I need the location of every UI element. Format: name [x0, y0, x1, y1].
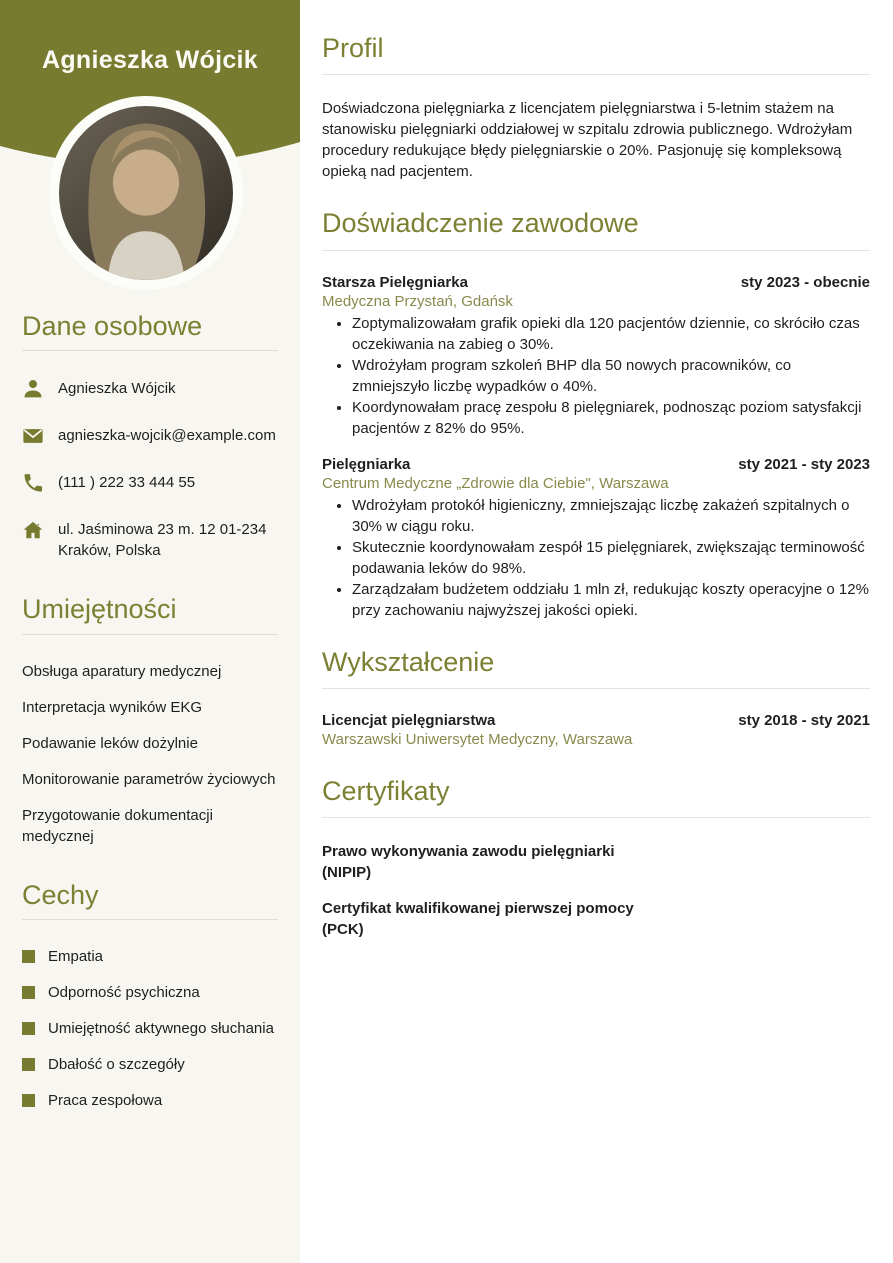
divider	[322, 250, 870, 251]
contact-phone-text: (111 ) 222 33 444 55	[58, 474, 196, 492]
envelope-icon	[22, 425, 44, 447]
profile-section	[322, 34, 870, 182]
contact-address-text: ul. Jaśminowa 23 m. 12 01-234 Kraków, Polska	[58, 521, 267, 560]
person-icon	[22, 378, 44, 400]
education-degree: Licencjat pielęgniarstwa	[322, 712, 496, 730]
main-content	[300, 0, 893, 967]
skill-item: Podawanie leków dożylnie	[22, 734, 198, 752]
trait-label: Praca zespołowa	[48, 1092, 163, 1110]
trait-item	[22, 1054, 278, 1075]
job-header	[322, 274, 870, 291]
job-dates: sty 2023 - obecnie	[740, 273, 870, 291]
trait-label: Empatia	[48, 948, 104, 966]
job-bullet: • Wdrożyłam protokół higieniczny, zmniejszając liczbę zakażeń szpitalnych o 30% w ciągu roku.	[352, 495, 870, 537]
profile-photo	[49, 96, 243, 290]
profile-title: Profil	[322, 33, 384, 63]
person-name: Agnieszka Wójcik	[42, 46, 258, 74]
education-school: Warszawski Uniwersytet Medyczny, Warszawa	[322, 731, 633, 749]
job-bullet: • Wdrożyłam program szkoleń BHP dla 50 nowych pracowników, co zmniejszyło liczbę wypadków o 40%.	[352, 355, 870, 397]
trait-item	[22, 946, 278, 967]
skill-item: Interpretacja wyników EKG	[22, 698, 203, 716]
traits-title: Cechy	[22, 879, 99, 910]
portrait-image	[59, 106, 233, 280]
job-role: Starsza Pielęgniarka	[322, 273, 468, 291]
trait-item	[22, 1090, 278, 1111]
skill-item: Przygotowanie dokumentacji medycznej	[22, 806, 213, 845]
job-entry	[322, 274, 870, 439]
job-role: Pielęgniarka	[322, 455, 411, 473]
square-bullet-icon	[22, 1022, 35, 1035]
job-dates: sty 2021 - sty 2023	[738, 455, 870, 473]
education-title: Wykształcenie	[322, 646, 495, 677]
education-section	[322, 648, 870, 750]
divider	[22, 919, 278, 920]
skills-title: Umiejętności	[22, 594, 177, 625]
divider	[22, 350, 278, 351]
traits-section	[22, 881, 278, 1111]
person-portrait-placeholder	[59, 106, 233, 280]
divider	[322, 817, 870, 818]
personal-data-title: Dane osobowe	[22, 311, 203, 341]
home-icon	[22, 519, 44, 541]
divider	[22, 634, 278, 635]
square-bullet-icon	[22, 950, 35, 963]
contact-name-text: Agnieszka Wójcik	[58, 380, 176, 398]
phone-icon	[22, 472, 44, 494]
experience-section	[322, 209, 870, 620]
contact-email-text: agnieszka-wojcik@example.com	[58, 427, 276, 445]
certificate-name: Prawo wykonywania zawodu pielęgniarki	[322, 843, 615, 861]
trait-label: Dbałość o szczegóły	[48, 1056, 185, 1074]
certificate-item	[322, 841, 870, 883]
contact-row-phone	[22, 471, 278, 494]
job-company: Centrum Medyczne „Zdrowie dla Ciebie", Warszawa	[322, 474, 669, 492]
divider	[322, 74, 870, 75]
certificate-abbr: (NIPIP)	[322, 864, 372, 882]
skills-section	[22, 595, 278, 846]
job-bullet: • Zoptymalizowałam grafik opieki dla 120 pacjentów dziennie, co skróciło czas oczekiwania na zabieg o 30%.	[352, 313, 870, 355]
job-bullet-list	[322, 313, 870, 439]
job-bullet: • Koordynowałam pracę zespołu 8 pielęgniarek, podnosząc poziom satysfakcji pacjentów z 82% do 95%.	[352, 397, 870, 439]
sidebar	[0, 0, 300, 1263]
job-entry	[322, 456, 870, 621]
job-bullet: • Skutecznie koordynowałam zespół 15 pielęgniarek, zwiększając terminowość podawania leków do 98%.	[352, 537, 870, 579]
certificate-item	[322, 898, 870, 940]
skill-item: Obsługa aparatury medycznej	[22, 662, 222, 680]
contact-row-name	[22, 377, 278, 400]
square-bullet-icon	[22, 1094, 35, 1107]
job-bullet-list	[322, 495, 870, 621]
sidebar-content	[22, 312, 278, 1145]
certificates-section	[322, 777, 870, 940]
contact-row-address	[22, 518, 278, 561]
trait-label: Odporność psychiczna	[48, 984, 200, 1002]
job-company: Medyczna Przystań, Gdańsk	[322, 292, 513, 310]
education-entry	[322, 712, 870, 750]
certificates-title: Certyfikaty	[322, 776, 450, 807]
education-header	[322, 712, 870, 729]
skill-item: Monitorowanie parametrów życiowych	[22, 770, 276, 788]
personal-data-section	[22, 312, 278, 561]
job-header	[322, 456, 870, 473]
square-bullet-icon	[22, 1058, 35, 1071]
certificate-name: Certyfikat kwalifikowanej pierwszej pomocy	[322, 900, 634, 918]
profile-text: Doświadczona pielęgniarka z licencjatem pielęgniarstwa i 5-letnim stażem na stanowisku pielęgniarki oddziałowej w szpitalu zdrowia publicznego. Wdrożyłam procedury redukujące błędy pielęgniarskie o 20%. Pasjonuję się kompleksową opieką nad pacjentem.	[322, 100, 853, 181]
contact-row-email	[22, 424, 278, 447]
divider	[322, 688, 870, 689]
square-bullet-icon	[22, 986, 35, 999]
trait-label: Umiejętność aktywnego słuchania	[48, 1020, 274, 1038]
certificate-abbr: (PCK)	[322, 921, 364, 939]
education-dates: sty 2018 - sty 2021	[738, 712, 870, 730]
job-bullet: • Zarządzałam budżetem oddziału 1 mln zł, redukując koszty operacyjne o 12% przy zachowaniu najwyższej jakości opieki.	[352, 579, 870, 621]
experience-title: Doświadczenie zawodowe	[322, 208, 639, 239]
trait-item	[22, 1018, 278, 1039]
trait-item	[22, 982, 278, 1003]
